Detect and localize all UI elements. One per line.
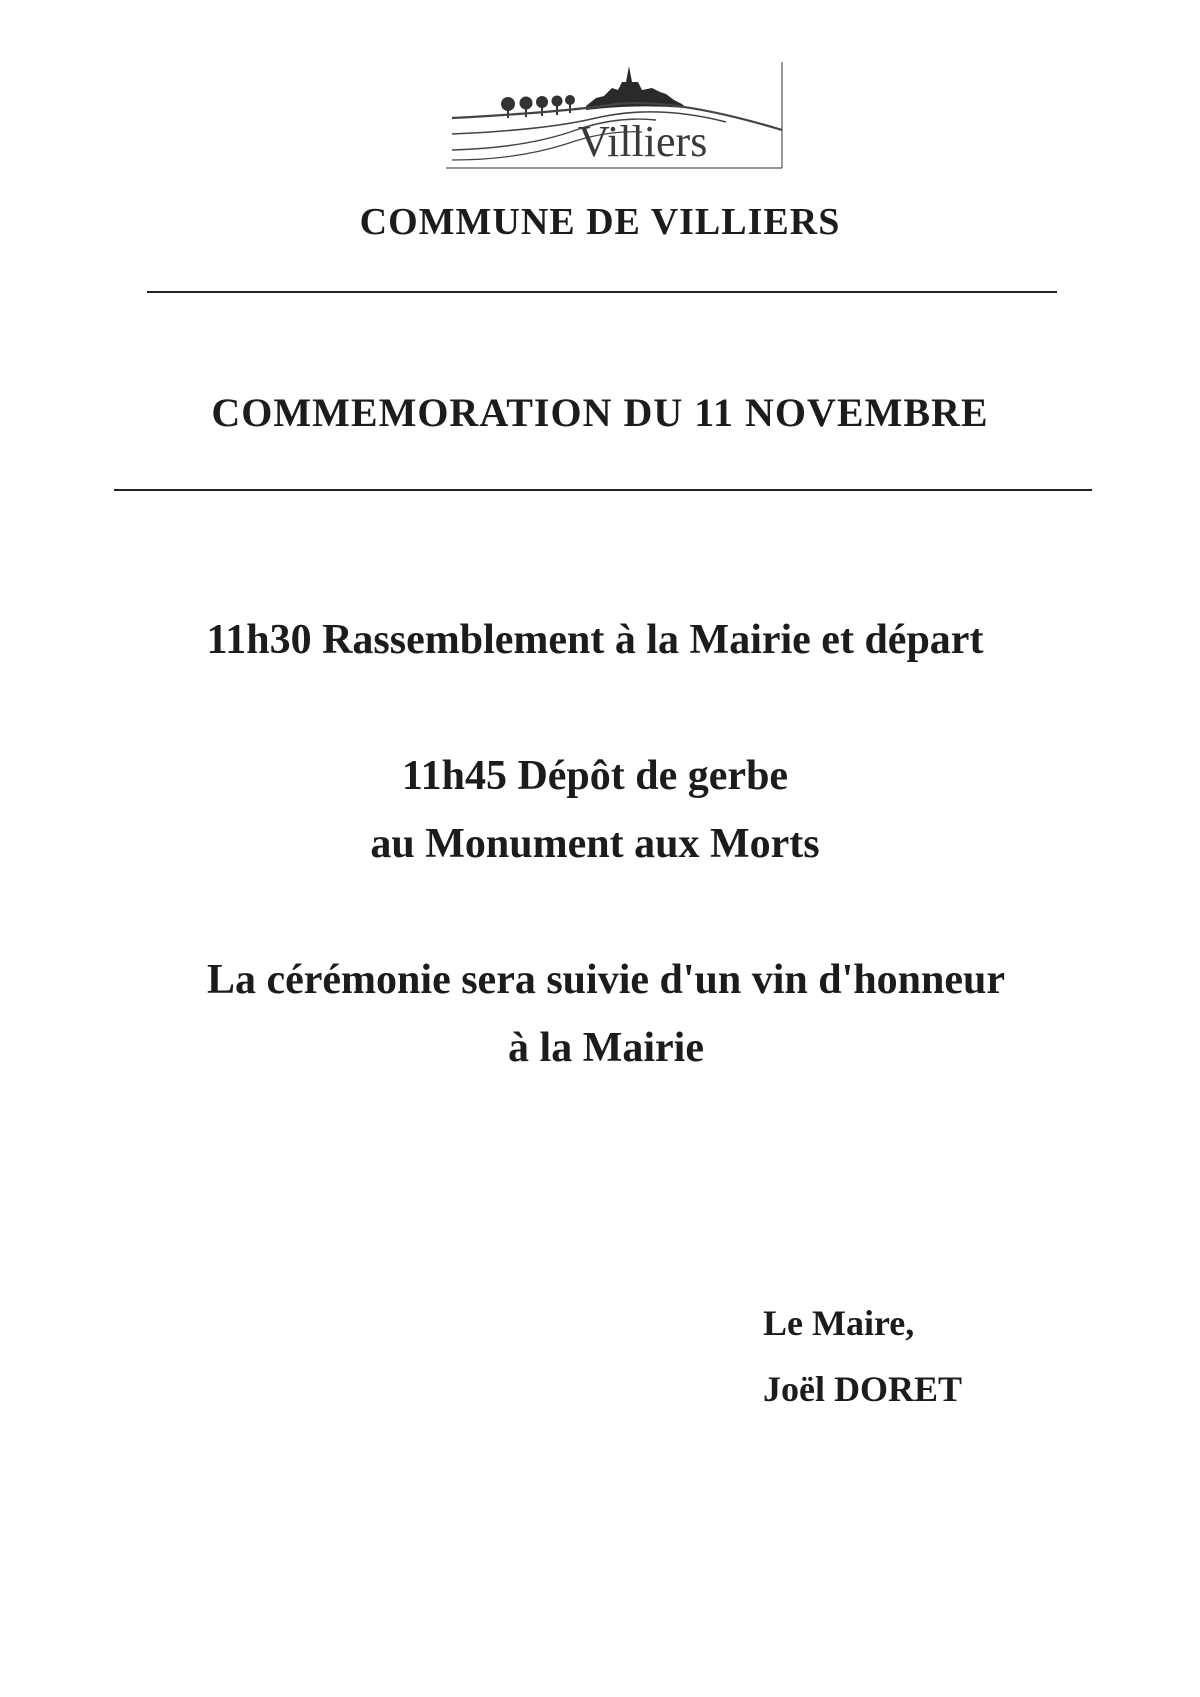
program-line-monument: au Monument aux Morts bbox=[370, 821, 820, 867]
event-title: COMMEMORATION DU 11 NOVEMBRE bbox=[211, 390, 989, 435]
program-line-reception-place: à la Mairie bbox=[508, 1025, 704, 1071]
commune-heading: COMMUNE DE VILLIERS bbox=[359, 201, 841, 243]
program-line-wreath: 11h45 Dépôt de gerbe bbox=[401, 753, 789, 799]
divider-bottom bbox=[114, 489, 1092, 491]
signature-name: Joël DORET bbox=[763, 1369, 963, 1409]
program-line-gathering: 11h30 Rassemblement à la Mairie et départ bbox=[206, 617, 984, 663]
divider-top bbox=[147, 291, 1057, 293]
logo-text: Villiers bbox=[578, 117, 708, 166]
program-line-reception: La cérémonie sera suivie d'un vin d'honneur bbox=[206, 957, 1006, 1003]
villiers-logo bbox=[446, 60, 786, 170]
signature-role: Le Maire, bbox=[763, 1303, 915, 1343]
village-landscape-icon bbox=[446, 60, 786, 170]
signature-block bbox=[763, 1290, 962, 1422]
